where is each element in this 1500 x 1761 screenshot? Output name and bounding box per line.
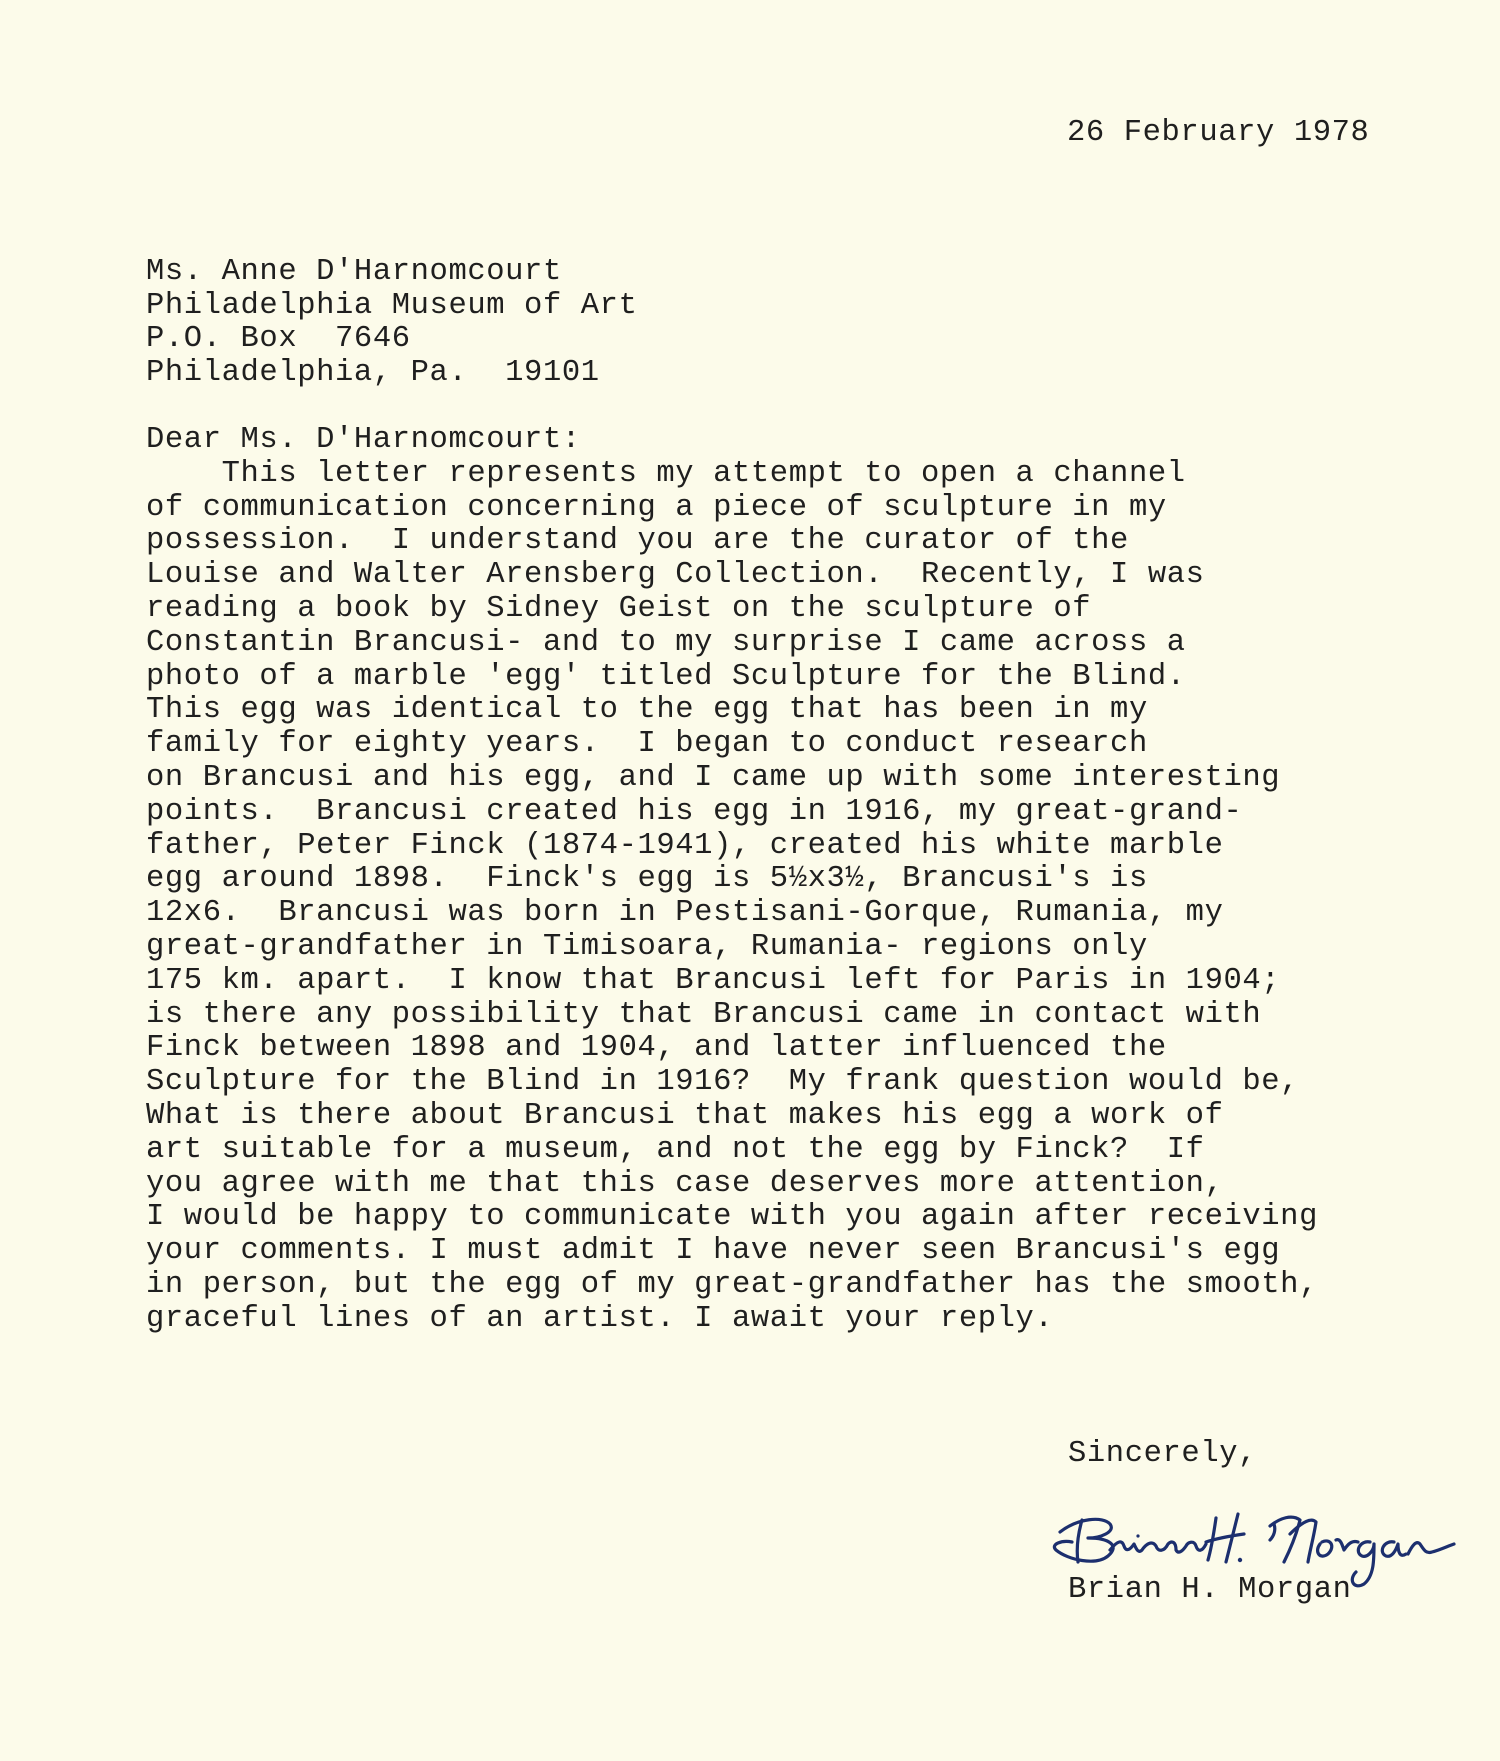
body-line: Sculpture for the Blind in 1916? My frank question would be, bbox=[146, 1065, 1300, 1100]
body-line: father, Peter Finck (1874-1941), created his white marble bbox=[146, 828, 1224, 863]
body-line: art suitable for a museum, and not the egg by Finck? If bbox=[146, 1132, 1205, 1167]
body-line: I would be happy to communicate with you again after receiving bbox=[146, 1200, 1318, 1235]
body-line: your comments. I must admit I have never seen Brancusi's egg bbox=[146, 1234, 1281, 1269]
letter-body bbox=[146, 424, 1318, 1337]
body-line: of communication concerning a piece of sculpture in my bbox=[146, 490, 1167, 525]
closing: Sincerely, bbox=[1068, 1437, 1258, 1471]
signed-name: Brian H. Morgan bbox=[1068, 1573, 1352, 1607]
body-line: 175 km. apart. I know that Brancusi left for Paris in 1904; bbox=[146, 963, 1281, 998]
body-line: egg around 1898. Finck's egg is 5½x3½, Brancusi's is bbox=[146, 862, 1148, 897]
body-line: This letter represents my attempt to open a channel bbox=[146, 456, 1186, 491]
body-line: reading a book by Sidney Geist on the sculpture of bbox=[146, 591, 1092, 626]
recipient-address bbox=[146, 256, 637, 390]
body-line: 12x6. Brancusi was born in Pestisani-Gorque, Rumania, my bbox=[146, 896, 1224, 931]
body-line: on Brancusi and his egg, and I came up with some interesting bbox=[146, 760, 1281, 795]
body-line: photo of a marble 'egg' titled Sculpture for the Blind. bbox=[146, 659, 1186, 694]
body-line: in person, but the egg of my great-grandfather has the smooth, bbox=[146, 1267, 1318, 1302]
address-line-po-box: P.O. Box 7646 bbox=[146, 322, 411, 356]
body-line: Constantin Brancusi- and to my surprise I came across a bbox=[146, 625, 1186, 660]
address-line-organization: Philadelphia Museum of Art bbox=[146, 288, 638, 323]
body-line: family for eighty years. I began to conduct research bbox=[146, 727, 1148, 762]
body-line: graceful lines of an artist. I await your reply. bbox=[146, 1301, 1054, 1336]
address-line-name: Ms. Anne D'Harnomcourt bbox=[146, 255, 562, 289]
salutation: Dear Ms. D'Harnomcourt: bbox=[146, 423, 581, 457]
address-line-city: Philadelphia, Pa. 19101 bbox=[146, 355, 600, 390]
body-line: possession. I understand you are the curator of the bbox=[146, 524, 1129, 559]
body-line: What is there about Brancusi that makes his egg a work of bbox=[146, 1098, 1224, 1133]
body-line: you agree with me that this case deserves more attention, bbox=[146, 1166, 1224, 1201]
body-line: Louise and Walter Arensberg Collection. Recently, I was bbox=[146, 558, 1205, 593]
body-line: Finck between 1898 and 1904, and latter influenced the bbox=[146, 1031, 1167, 1066]
body-line: is there any possibility that Brancusi came in contact with bbox=[146, 997, 1262, 1032]
body-line: This egg was identical to the egg that has been in my bbox=[146, 693, 1148, 728]
body-line: great-grandfather in Timisoara, Rumania- regions only bbox=[146, 929, 1148, 964]
body-line: points. Brancusi created his egg in 1916, my great-grand- bbox=[146, 794, 1243, 829]
letter-date: 26 February 1978 bbox=[1067, 116, 1370, 150]
